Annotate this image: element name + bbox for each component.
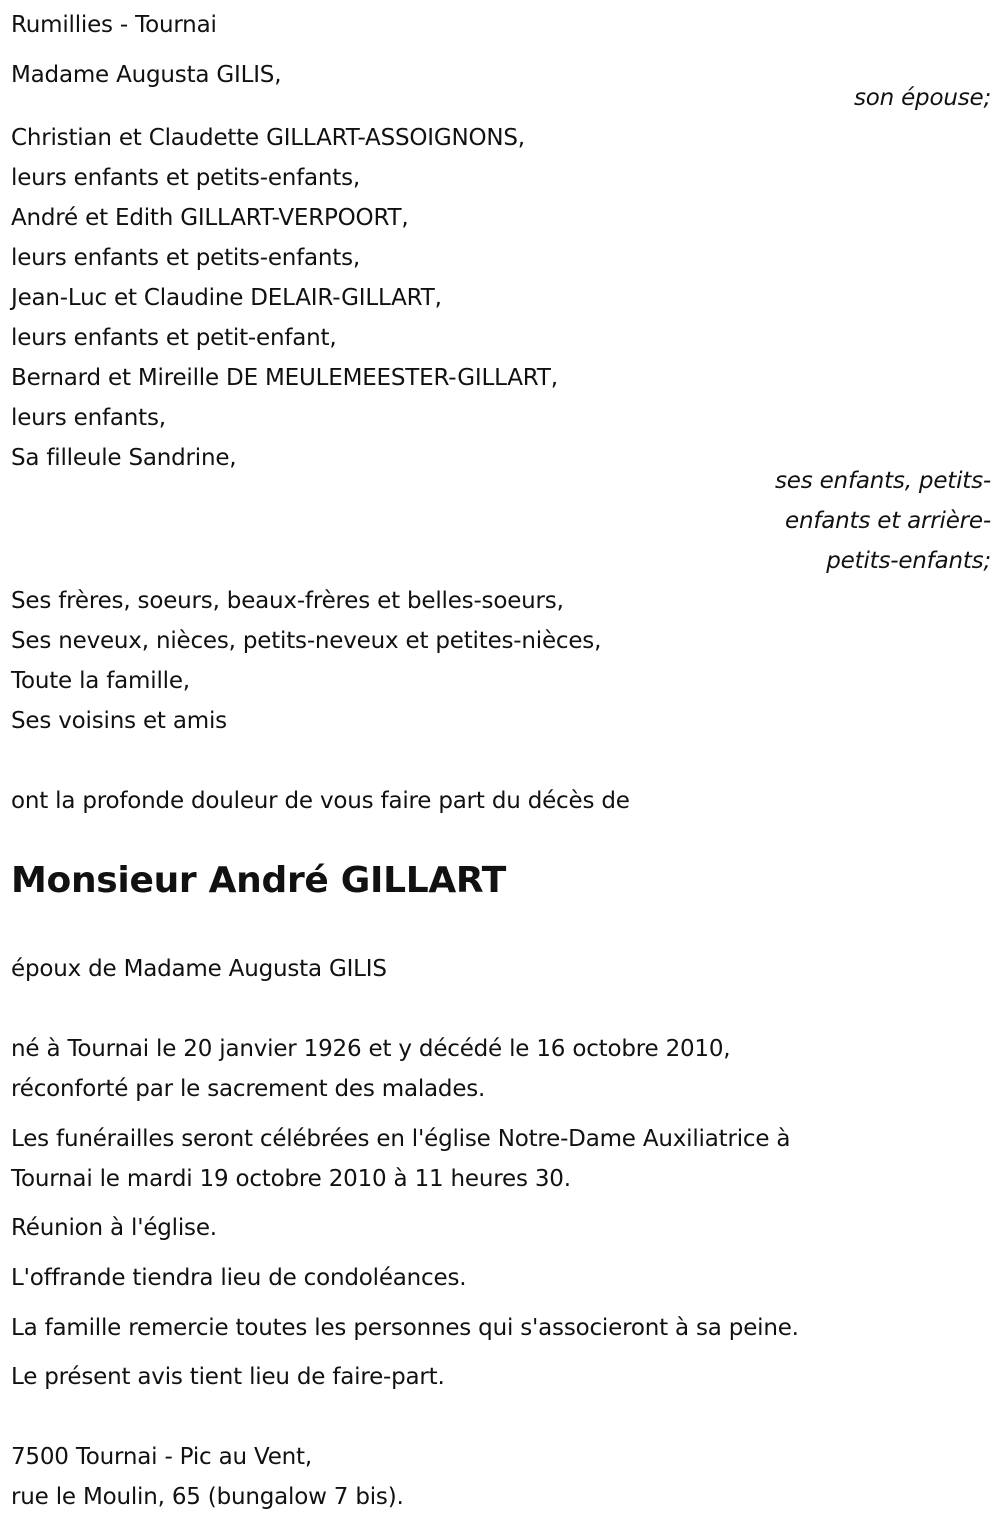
children-line: André et Edith GILLART-VERPOORT, (11, 205, 409, 231)
children-role: enfants et arrière- (785, 508, 991, 534)
thanks-info: La famille remercie toutes les personnes qui s'associeront à sa peine. (11, 1315, 799, 1341)
children-line: leurs enfants et petits-enfants, (11, 165, 361, 191)
children-role: ses enfants, petits- (774, 468, 991, 494)
children-line: leurs enfants et petits-enfants, (11, 245, 361, 271)
address-line: 7500 Tournai - Pic au Vent, (11, 1444, 312, 1470)
offering-info: L'offrande tiendra lieu de condoléances. (11, 1265, 467, 1291)
meeting-info: Réunion à l'église. (11, 1215, 217, 1241)
announcement: ont la profonde douleur de vous faire part du décès de (11, 788, 630, 814)
family-line: Ses voisins et amis (11, 708, 227, 734)
birth-death-line: réconforté par le sacrement des malades. (11, 1076, 486, 1102)
children-line: leurs enfants et petit-enfant, (11, 325, 337, 351)
funeral-line: Tournai le mardi 19 octobre 2010 à 11 heures 30. (11, 1166, 571, 1192)
children-line: Bernard et Mireille DE MEULEMEESTER-GILLART, (11, 365, 558, 391)
notice-info: Le présent avis tient lieu de faire-part. (11, 1364, 445, 1390)
spouse-name: Madame Augusta GILIS, (11, 62, 282, 88)
spouse-role: son épouse; (853, 85, 991, 111)
family-line: Toute la famille, (11, 668, 190, 694)
deceased-spouse-of: époux de Madame Augusta GILIS (11, 956, 387, 982)
children-line: Jean-Luc et Claudine DELAIR-GILLART, (11, 285, 442, 311)
children-line: Sa filleule Sandrine, (11, 445, 237, 471)
family-line: Ses neveux, nièces, petits-neveux et petites-nièces, (11, 628, 602, 654)
funeral-line: Les funérailles seront célébrées en l'église Notre-Dame Auxiliatrice à (11, 1126, 791, 1152)
children-line: leurs enfants, (11, 405, 166, 431)
deceased-name: Monsieur André GILLART (11, 860, 506, 901)
location: Rumillies - Tournai (11, 12, 217, 38)
children-role: petits-enfants; (826, 548, 991, 574)
children-line: Christian et Claudette GILLART-ASSOIGNONS, (11, 125, 525, 151)
birth-death-line: né à Tournai le 20 janvier 1926 et y décédé le 16 octobre 2010, (11, 1036, 731, 1062)
address-line: rue le Moulin, 65 (bungalow 7 bis). (11, 1484, 404, 1510)
family-line: Ses frères, soeurs, beaux-frères et belles-soeurs, (11, 588, 564, 614)
